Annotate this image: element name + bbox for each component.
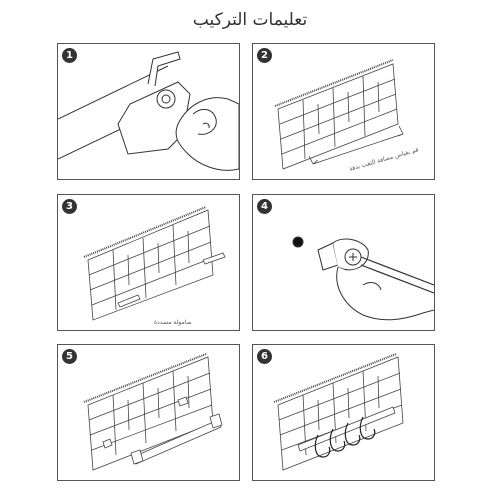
step-5-illustration — [58, 345, 239, 480]
step-6-badge: 6 — [257, 349, 272, 364]
step-6-panel — [252, 344, 435, 481]
step-5-panel — [57, 344, 240, 481]
step-3-illustration — [58, 195, 239, 330]
step-5-badge: 5 — [62, 349, 77, 364]
step-6-illustration — [253, 345, 434, 480]
step-1-illustration — [58, 44, 239, 179]
page-title: تعليمات التركيب — [192, 10, 308, 30]
step-4-illustration — [253, 195, 434, 330]
step-1-badge: 1 — [62, 48, 77, 63]
step-3-panel — [57, 194, 240, 331]
step-4-badge: 4 — [257, 199, 272, 214]
step-3-label: صامولة متمددة — [154, 319, 192, 326]
step-2-label: قم بقياس مسافة الثقب بدقة — [348, 146, 420, 173]
step-2-panel — [252, 43, 435, 180]
step-3-badge: 3 — [62, 199, 77, 214]
step-4-panel — [252, 194, 435, 331]
step-2-badge: 2 — [257, 48, 272, 63]
step-2-illustration — [253, 44, 434, 179]
step-1-panel — [57, 43, 240, 180]
